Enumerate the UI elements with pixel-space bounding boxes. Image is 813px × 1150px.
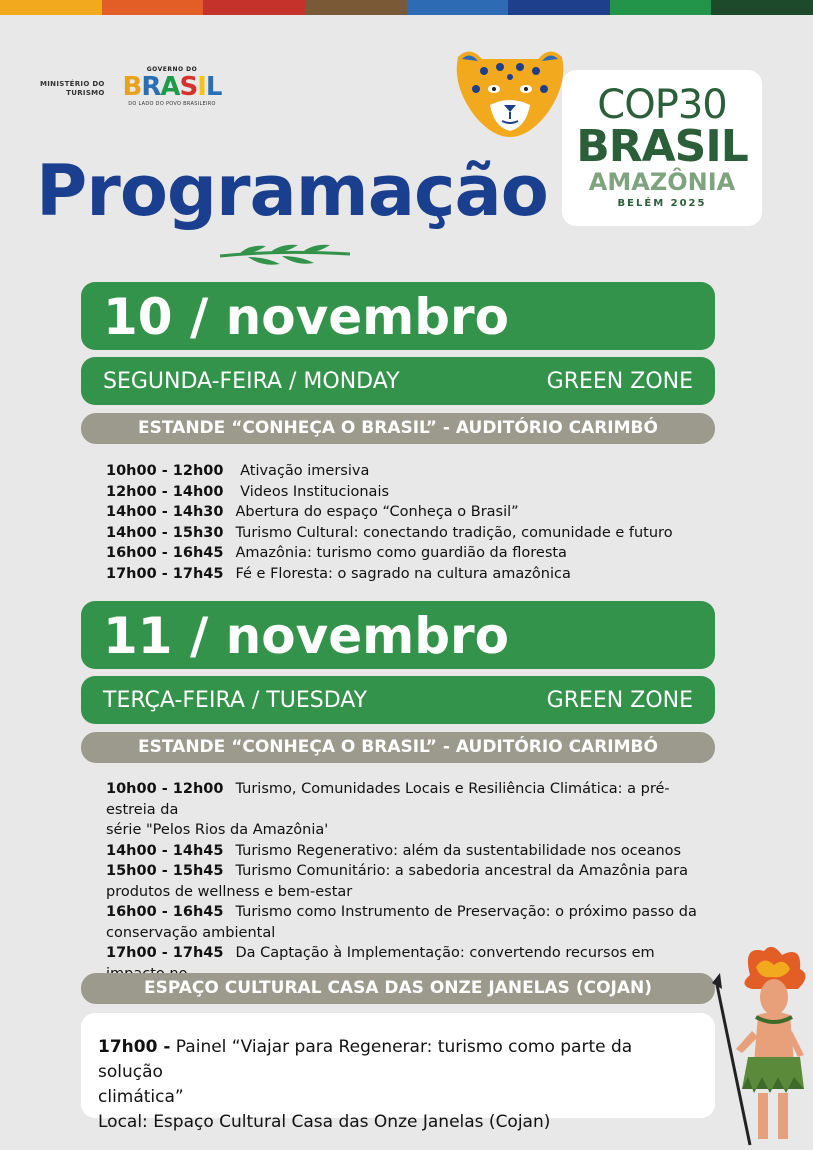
jaguar-mascot-icon xyxy=(450,45,570,140)
cojan-venue-bar: ESPAÇO CULTURAL CASA DAS ONZE JANELAS (COJAN) xyxy=(81,973,715,1004)
cop30-line3: AMAZÔNIA xyxy=(588,168,736,196)
schedule-time: 17h00 - 17h45 xyxy=(106,945,224,961)
schedule-time: 15h00 - 15h45 xyxy=(106,863,224,879)
day1-schedule xyxy=(106,461,716,584)
schedule-time: 16h00 - 16h45 xyxy=(106,545,224,561)
schedule-text: Turismo Regenerativo: além da sustentabilidade nos oceanos xyxy=(235,842,682,859)
day2-weekday-bar xyxy=(81,676,715,724)
schedule-item xyxy=(106,502,716,523)
schedule-time: 10h00 - 12h00 xyxy=(106,463,224,479)
day1-date-header: 10 / novembro xyxy=(81,282,715,350)
schedule-time: 14h00 - 15h30 xyxy=(106,524,224,541)
schedule-item xyxy=(106,523,716,544)
day2-venue-bar: ESTANDE “CONHEÇA O BRASIL” - AUDITÓRIO CARIMBÓ xyxy=(81,732,715,763)
stripe-segment xyxy=(610,0,712,15)
schedule-time: 14h00 - 14h45 xyxy=(106,842,224,859)
page-title: Programação xyxy=(36,150,548,232)
cop30-line1: COP30 xyxy=(597,82,727,128)
schedule-time: 12h00 - 14h00 xyxy=(106,483,224,500)
schedule-text: Turismo como Instrumento de Preservação: o próximo passo da xyxy=(235,904,697,920)
schedule-text: Abertura do espaço “Conheça o Brasil” xyxy=(235,504,519,520)
cop30-line4: BELÉM 2025 xyxy=(617,198,707,209)
schedule-text: Amazônia: turismo como guardião da floresta xyxy=(235,545,567,561)
ministerio-line1: MINISTÉRIO DO xyxy=(40,80,105,88)
stripe-segment xyxy=(508,0,610,15)
schedule-item xyxy=(106,902,716,923)
day1-venue-bar: ESTANDE “CONHEÇA O BRASIL” - AUDITÓRIO CARIMBÓ xyxy=(81,413,715,444)
schedule-time: 14h00 - 14h30 xyxy=(106,504,224,520)
schedule-item xyxy=(106,779,716,820)
schedule-text: Turismo, Comunidades Locais e Resiliência Climática: a pré-estreia da xyxy=(106,781,670,818)
schedule-item-cont: produtos de wellness e bem-estar xyxy=(106,883,353,900)
schedule-item xyxy=(106,543,716,564)
day2-schedule xyxy=(106,779,716,1005)
stripe-segment xyxy=(0,0,102,15)
ministerio-turismo-logo xyxy=(40,80,105,98)
gov-brasil-wordmark: BRASIL xyxy=(122,72,222,102)
schedule-item xyxy=(106,861,716,882)
cojan-local: Local: Espaço Cultural Casa das Onze Janelas (Cojan) xyxy=(98,1112,551,1132)
schedule-time: 16h00 - 16h45 xyxy=(106,904,224,920)
cojan-text: Painel “Viajar para Regenerar: turismo como parte da solução xyxy=(98,1037,633,1082)
day1-zone: GREEN ZONE xyxy=(546,368,693,394)
cojan-time: 17h00 - xyxy=(98,1037,171,1057)
cop30-line2: BRASIL xyxy=(576,121,748,172)
schedule-item xyxy=(106,564,716,585)
leaf-icon xyxy=(218,240,353,268)
gov-small-text: GOVERNO DO xyxy=(146,66,198,73)
cojan-event-line xyxy=(98,1035,698,1085)
day1-weekday-bar xyxy=(81,357,715,405)
schedule-time: 17h00 - 17h45 xyxy=(106,565,224,582)
schedule-item-cont: conservação ambiental xyxy=(106,924,276,941)
schedule-text: Turismo Cultural: conectando tradição, comunidade e futuro xyxy=(235,524,673,541)
schedule-text: Da Captação à Implementação: convertendo recursos em xyxy=(235,945,655,961)
schedule-item xyxy=(106,841,716,862)
schedule-text: Fé e Floresta: o sagrado na cultura amazônica xyxy=(235,565,571,582)
schedule-item xyxy=(106,482,716,503)
day2-weekday: TERÇA-FEIRA / TUESDAY xyxy=(103,687,368,713)
indigenous-figure-icon xyxy=(712,945,813,1150)
cop30-logo xyxy=(562,70,762,226)
stripe-segment xyxy=(305,0,407,15)
cojan-event-box xyxy=(81,1013,715,1132)
governo-brasil-logo xyxy=(122,66,222,107)
day2-date-header: 11 / novembro xyxy=(81,601,715,669)
schedule-item xyxy=(106,461,716,482)
cojan-event-line-cont: climática” xyxy=(98,1087,184,1107)
ministerio-line2: TURISMO xyxy=(66,89,105,97)
stripe-segment xyxy=(203,0,305,15)
schedule-time: 10h00 - 12h00 xyxy=(106,781,224,797)
schedule-text: Turismo Comunitário: a sabedoria ancestral da Amazônia para xyxy=(235,863,689,879)
gov-tagline: DO LADO DO POVO BRASILEIRO xyxy=(128,101,216,107)
stripe-segment xyxy=(711,0,813,15)
schedule-text: Videos Institucionais xyxy=(235,483,390,500)
day2-zone: GREEN ZONE xyxy=(546,687,693,713)
stripe-segment xyxy=(102,0,204,15)
schedule-item-cont: série "Pelos Rios da Amazônia' xyxy=(106,822,329,838)
stripe-segment xyxy=(407,0,509,15)
schedule-text: Ativação imersiva xyxy=(235,463,370,479)
day1-weekday: SEGUNDA-FEIRA / MONDAY xyxy=(103,368,400,394)
top-color-stripe xyxy=(0,0,813,15)
